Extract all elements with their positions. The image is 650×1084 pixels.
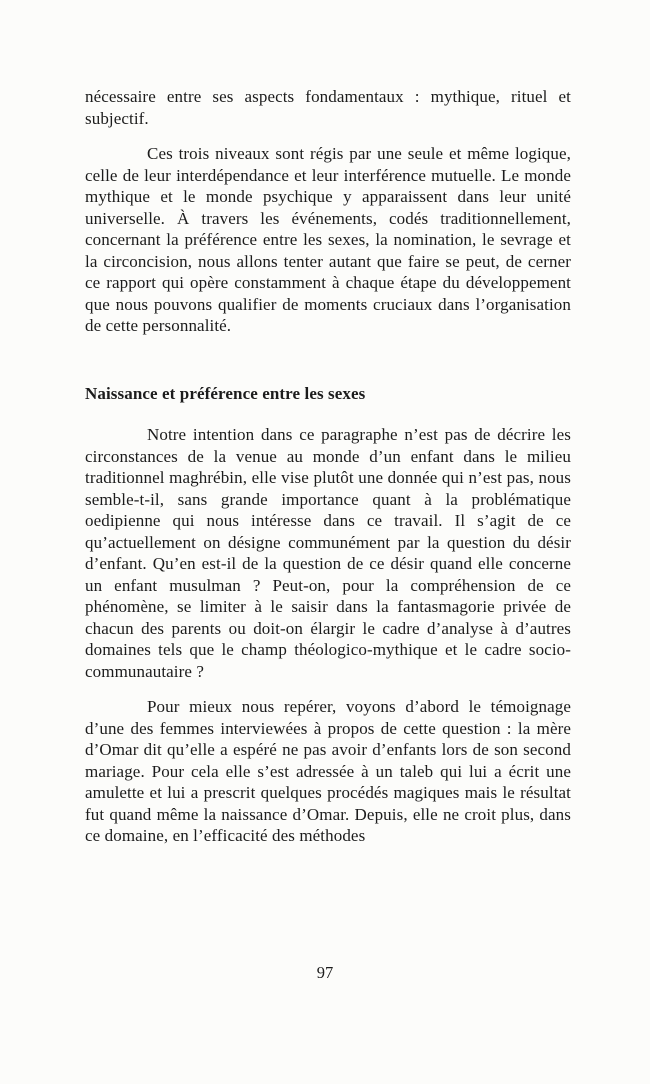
paragraph-2: Ces trois niveaux sont régis par une seule et même logique, celle de leur interdépendance et leur interférence mutuelle. Le monde mythique et le monde psychique y apparaissent dans leur unité universelle. À travers les événements, codés traditionnellement, concernant la préférence entre les sexes, la nomination, le sevrage et la circoncision, nous allons tenter autant que faire se peut, de cerner ce rapport qui opère constamment à chaque étape du développement que nous pouvons qualifier de moments cruciaux dans l’organisation de cette personnalité. xyxy=(85,144,571,335)
paragraph-4: Pour mieux nous repérer, voyons d’abord le témoignage d’une des femmes interviewées à propos de cette question : la mère d’Omar dit qu’elle a espéré ne pas avoir d’enfants lors de son second mariage. Pour cela elle s’est adressée à un taleb qui lui a écrit une amulette et lui a prescrit quelques procédés magiques mais le résultat fut quand même la naissance d’Omar. Depuis, elle ne croit plus, dans ce domaine, en l’efficacité des méthodes xyxy=(85,697,571,845)
section-heading: Naissance et préférence entre les sexes xyxy=(85,383,366,403)
page-number: 97 xyxy=(316,963,334,982)
text-block xyxy=(85,86,571,861)
paragraph-3: Notre intention dans ce paragraphe n’est pas de décrire les circonstances de la venue au monde d’un enfant dans le milieu traditionnel maghrébin, elle vise plutôt une donnée qui n’est pas, nous semble-t-il, sans grande importance quant à la problématique oedipienne qui nous intéresse dans ce travail. Il s’agit de ce qu’actuellement on désigne communément par la question du désir d’enfant. Qu’en est-il de la question de ce désir quand elle concerne un enfant musulman ? Peut-on, pour la compréhension de ce phénomène, se limiter à le saisir dans la fantasmagorie privée de chacun des parents ou doit-on élargir le cadre d’analyse à d’autres domaines tels que le champ théologico-mythique et le cadre socio-communautaire ? xyxy=(85,425,571,681)
paragraph-continuation: nécessaire entre ses aspects fondamentaux : mythique, rituel et subjectif. xyxy=(85,87,571,128)
